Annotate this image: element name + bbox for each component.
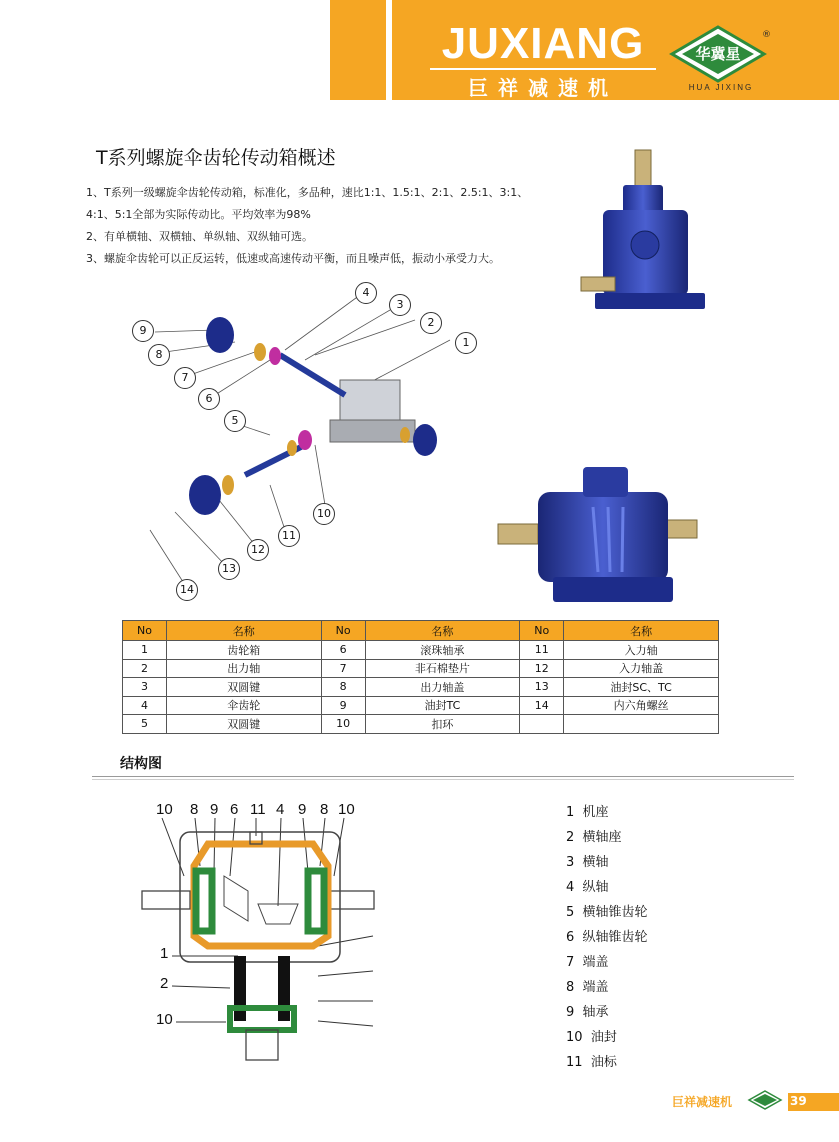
struct-label: 11 <box>250 801 266 818</box>
callout-3: 3 <box>389 294 411 316</box>
table-cell: 12 <box>520 659 564 678</box>
brand-name-cn: 巨祥减速机 <box>468 76 618 100</box>
legend-item: 8 端盖 <box>566 980 609 995</box>
struct-label: 10 <box>156 1011 173 1028</box>
table-cell: 6 <box>321 641 365 660</box>
header-stripe-gap <box>386 0 392 100</box>
gearbox-photo-horizontal <box>498 462 703 612</box>
registered-mark: ® <box>762 30 771 40</box>
brand-name: JUXIANG <box>441 19 645 68</box>
brand-underline <box>430 68 656 70</box>
section-title: 结构图 <box>120 756 162 772</box>
struct-label: 2 <box>160 975 169 992</box>
callout-10: 10 <box>313 503 335 525</box>
table-cell: 扣环 <box>365 715 520 734</box>
table-cell: 1 <box>123 641 167 660</box>
table-cell: 11 <box>520 641 564 660</box>
table-row <box>123 678 719 697</box>
table-cell: 10 <box>321 715 365 734</box>
legend-item: 10 油封 <box>566 1030 617 1045</box>
table-header: 名称 <box>564 621 719 641</box>
structure-diagram <box>138 796 378 1066</box>
table-cell: 14 <box>520 696 564 715</box>
callout-1: 1 <box>455 332 477 354</box>
table-cell: 4 <box>123 696 167 715</box>
table-cell: 出力轴盖 <box>365 678 520 697</box>
table-cell: 8 <box>321 678 365 697</box>
table-cell: 2 <box>123 659 167 678</box>
legend-item: 9 轴承 <box>566 1005 609 1020</box>
table-cell: 滚珠轴承 <box>365 641 520 660</box>
table-cell: 出力轴 <box>166 659 321 678</box>
table-cell: 7 <box>321 659 365 678</box>
struct-label: 6 <box>230 801 239 818</box>
table-row <box>123 659 719 678</box>
legend-item: 11 油标 <box>566 1055 617 1070</box>
company-logo <box>668 25 771 83</box>
struct-label: 10 <box>338 801 355 818</box>
table-cell: 伞齿轮 <box>166 696 321 715</box>
table-header: 名称 <box>365 621 520 641</box>
footer-logo <box>748 1090 782 1110</box>
callout-9: 9 <box>132 320 154 342</box>
table-header-row <box>123 621 719 641</box>
legend-item: 3 横轴 <box>566 855 609 870</box>
intro-line: 4:1、5:1全部为实际传动比。平均效率为98% <box>86 208 311 221</box>
intro-line: 2、有单横轴、双横轴、单纵轴、双纵轴可选。 <box>86 230 313 243</box>
table-cell: 9 <box>321 696 365 715</box>
table-cell <box>520 715 564 734</box>
callout-13: 13 <box>218 558 240 580</box>
legend-item: 6 纵轴锥齿轮 <box>566 930 648 945</box>
table-cell: 入力轴盖 <box>564 659 719 678</box>
table-cell <box>564 715 719 734</box>
table-cell: 3 <box>123 678 167 697</box>
legend-item: 7 端盖 <box>566 955 609 970</box>
legend-item: 1 机座 <box>566 805 609 820</box>
callout-11: 11 <box>278 525 300 547</box>
logo-subtitle: HUA JIXING <box>688 83 754 92</box>
struct-label: 9 <box>298 801 307 818</box>
callout-6: 6 <box>198 388 220 410</box>
table-row <box>123 715 719 734</box>
table-cell: 油封TC <box>365 696 520 715</box>
struct-label: 4 <box>276 801 285 818</box>
legend-item: 5 横轴锥齿轮 <box>566 905 648 920</box>
struct-label: 1 <box>160 945 169 962</box>
intro-line: 1、T系列一级螺旋伞齿轮传动箱，标准化，多品种，速比1:1、1.5:1、2:1、2.5:1、3:1、 <box>86 186 529 199</box>
section-divider-light <box>92 779 794 780</box>
callout-2: 2 <box>420 312 442 334</box>
table-cell: 内六角螺丝 <box>564 696 719 715</box>
callout-12: 12 <box>247 539 269 561</box>
table-header: No <box>123 621 167 641</box>
table-cell: 双圆键 <box>166 678 321 697</box>
table-cell: 双圆键 <box>166 715 321 734</box>
structure-legend <box>566 800 648 1075</box>
struct-label: 8 <box>190 801 199 818</box>
callout-4: 4 <box>355 282 377 304</box>
footer-brand: 巨祥减速机 <box>672 1095 733 1109</box>
page-number: 39 <box>790 1094 807 1108</box>
logo-text: 华冀星 <box>695 45 741 63</box>
struct-label: 8 <box>320 801 329 818</box>
table-cell: 非石棉垫片 <box>365 659 520 678</box>
table-header: 名称 <box>166 621 321 641</box>
table-row <box>123 641 719 660</box>
header-stripe <box>372 0 382 100</box>
table-cell: 齿轮箱 <box>166 641 321 660</box>
callout-8: 8 <box>148 344 170 366</box>
intro-text <box>86 182 586 270</box>
section-divider <box>92 776 794 777</box>
table-cell: 入力轴 <box>564 641 719 660</box>
table-cell: 5 <box>123 715 167 734</box>
intro-line: 3、螺旋伞齿轮可以正反运转，低速或高速传动平衡，而且噪声低，振动小承受力大。 <box>86 252 500 265</box>
table-cell: 13 <box>520 678 564 697</box>
table-header: No <box>321 621 365 641</box>
callout-7: 7 <box>174 367 196 389</box>
legend-item: 2 横轴座 <box>566 830 622 845</box>
table-row <box>123 696 719 715</box>
struct-label: 10 <box>156 801 173 818</box>
table-cell: 油封SC、TC <box>564 678 719 697</box>
legend-item: 4 纵轴 <box>566 880 609 895</box>
gearbox-photo-vertical <box>575 145 715 320</box>
page-title: T系列螺旋伞齿轮传动箱概述 <box>96 147 336 169</box>
struct-label: 9 <box>210 801 219 818</box>
callout-14: 14 <box>176 579 198 601</box>
table-header: No <box>520 621 564 641</box>
parts-table <box>122 620 719 734</box>
callout-5: 5 <box>224 410 246 432</box>
